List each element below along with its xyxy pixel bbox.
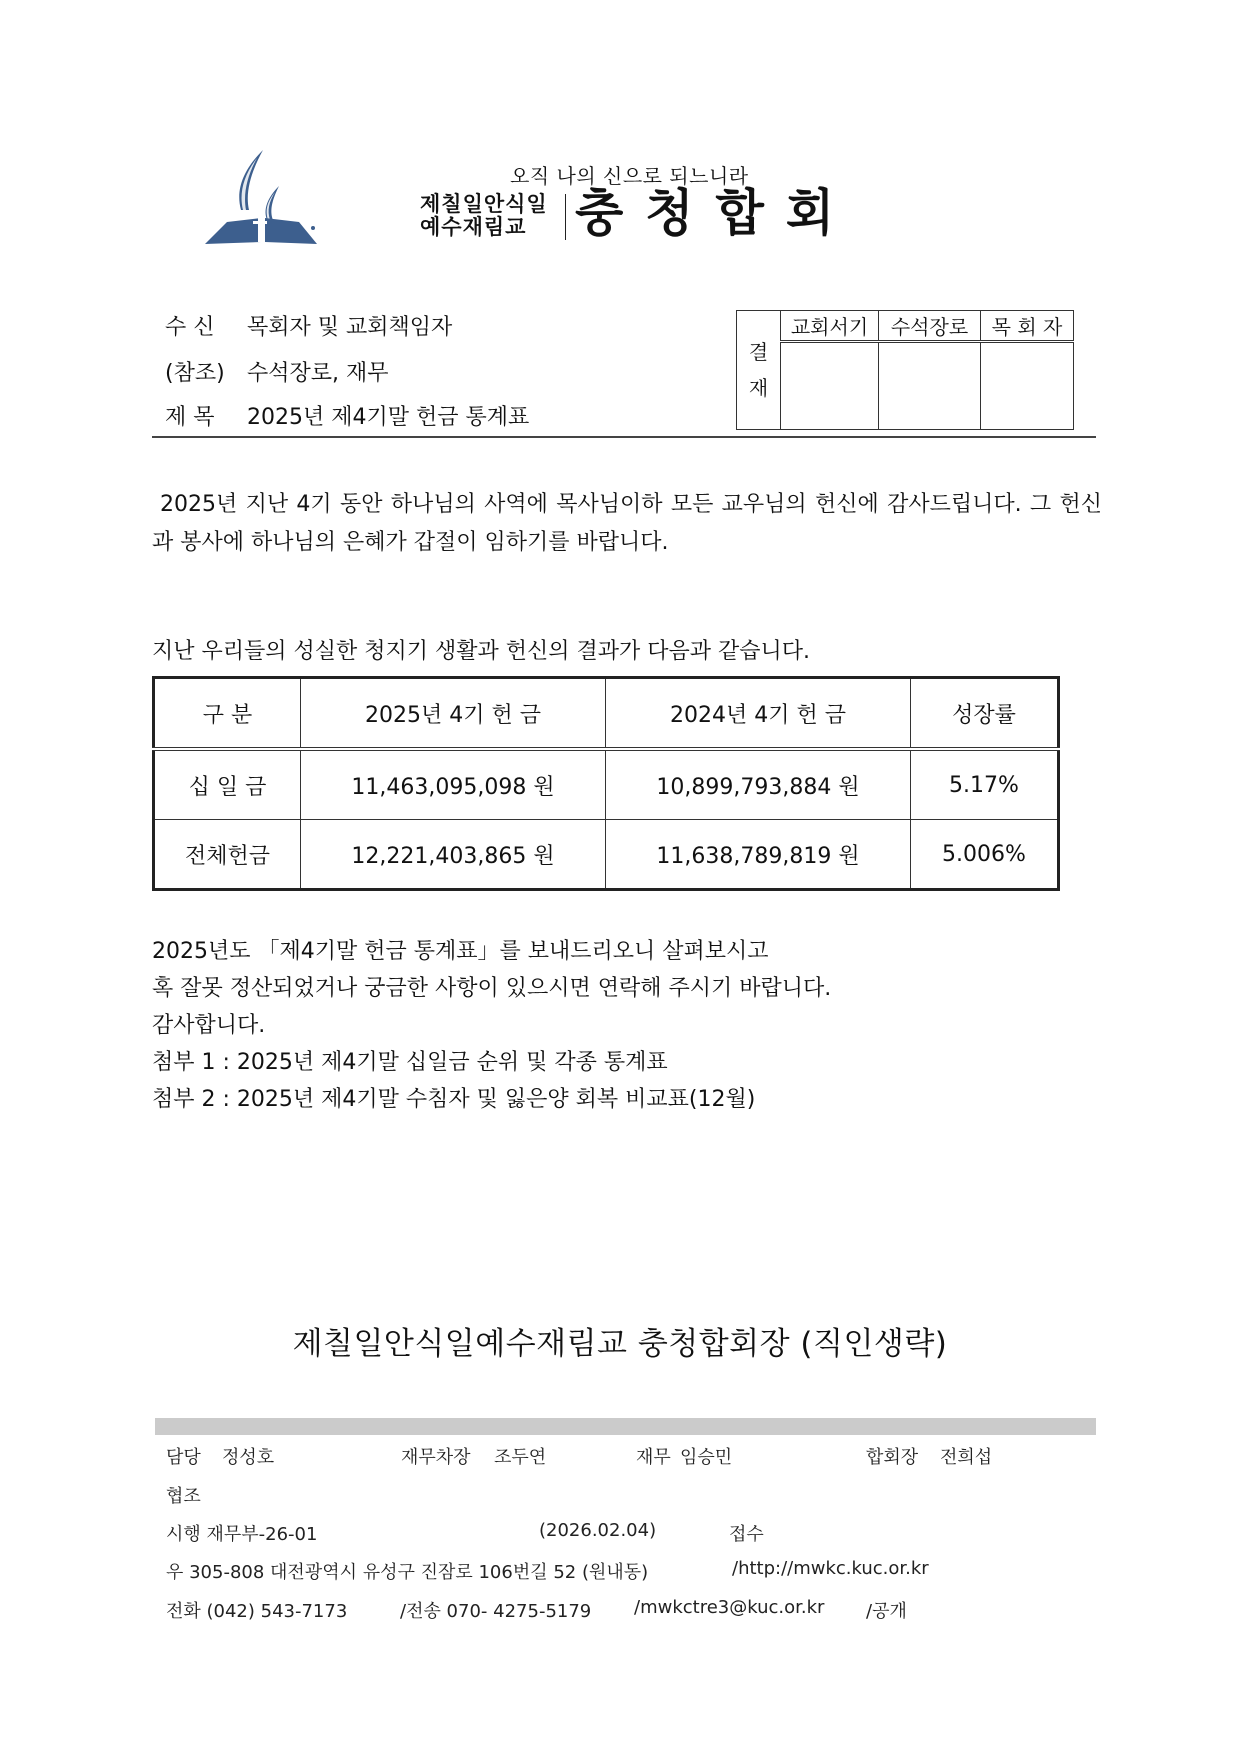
staff-name-president: 전희섭 (940, 1447, 993, 1468)
church-logo (205, 148, 320, 248)
cc-row (165, 356, 389, 387)
cell-2025: 12,221,403,865 원 (301, 820, 606, 890)
greeting-paragraph: 2025년 지난 4기 동안 하나님의 사역에 목사님이하 모든 교우님의 헌신에 감사드립니다. 그 헌신과 봉사에 하나님의 은혜가 갑절이 임하기를 바랍니다. (152, 492, 1102, 555)
cc-label: (참조) (165, 361, 225, 386)
approval-sign-elder (879, 342, 981, 430)
header-2024: 2024년 4기 헌 금 (606, 678, 911, 750)
approval-col-clerk: 교회서기 (781, 311, 879, 342)
approval-sign-clerk (781, 342, 879, 430)
recipient-label: 수 신 (165, 315, 215, 340)
cell-category: 전체헌금 (154, 820, 301, 890)
approval-side-label: 결 재 (737, 311, 781, 430)
table-row (154, 820, 1059, 890)
closing-line-3: 감사합니다. (152, 1013, 266, 1038)
cell-2024: 11,638,789,819 원 (606, 820, 911, 890)
sda-flame-book-icon (205, 148, 320, 248)
header-category: 구 분 (154, 678, 301, 750)
table-row (154, 749, 1059, 820)
cell-2025: 11,463,095,098 원 (301, 749, 606, 820)
receipt-label: 접수 (729, 1524, 764, 1545)
subject-value: 2025년 제4기말 헌금 통계표 (247, 405, 530, 430)
cell-growth: 5.17% (911, 749, 1059, 820)
closing-block (152, 933, 831, 1118)
subject-label: 제 목 (165, 405, 215, 430)
closing-line-2: 혹 잘못 정산되었거나 궁금한 사항이 있으시면 연락해 주시기 바랍니다. (152, 976, 832, 1001)
staff-name-deputy-treasurer: 조두연 (494, 1447, 547, 1468)
staff-name-in-charge: 정성호 (222, 1447, 275, 1468)
footer-bar (155, 1418, 1096, 1435)
staff-role-deputy-treasurer: 재무차장 (401, 1447, 471, 1468)
cell-2024: 10,899,793,884 원 (606, 749, 911, 820)
cell-growth: 5.006% (911, 820, 1059, 890)
disclosure-status: /공개 (866, 1601, 907, 1622)
motto: 오직 나의 신으로 되느니라 (510, 164, 749, 188)
fax-number: /전송 070- 4275-5179 (400, 1601, 592, 1622)
intro-paragraph: 지난 우리들의 성실한 청지기 생활과 헌신의 결과가 다음과 같습니다. (152, 639, 810, 664)
approval-box (736, 310, 1074, 430)
header-growth: 성장률 (911, 678, 1059, 750)
enforcement-number: 시행 재무부-26-01 (166, 1524, 318, 1545)
closing-line-1: 2025년도 「제4기말 헌금 통계표」를 보내드리오니 살펴보시고 (152, 939, 769, 964)
recipient-value: 목회자 및 교회책임자 (247, 315, 453, 340)
cell-category: 십 일 금 (154, 749, 301, 820)
staff-role-in-charge: 담당 (166, 1447, 201, 1468)
signature-line: 제칠일안식일예수재림교 충청합회장 (직인생략) (292, 1326, 948, 1362)
approval-sign-pastor (981, 342, 1074, 430)
staff-role-president: 합회장 (866, 1447, 919, 1468)
table-header-row (154, 678, 1059, 750)
subject-row (165, 400, 529, 431)
website-link[interactable]: /http://mwkc.kuc.or.kr (732, 1558, 929, 1579)
org-name-big: 충청합회 (575, 184, 857, 242)
header-2025: 2025년 4기 헌 금 (301, 678, 606, 750)
staff-name-treasurer: 임승민 (680, 1447, 733, 1468)
cc-value: 수석장로, 재무 (247, 361, 389, 386)
org-divider (565, 194, 566, 240)
enforcement-date: (2026.02.04) (539, 1520, 657, 1541)
postal-address: 우 305-808 대전광역시 유성구 진잠로 106번길 52 (원내동) (166, 1562, 649, 1583)
attachment-2: 첨부 2 : 2025년 제4기말 수침자 및 잃은양 회복 비교표(12월) (152, 1087, 756, 1112)
approval-col-elder: 수석장로 (879, 311, 981, 342)
phone-number: 전화 (042) 543-7173 (166, 1601, 348, 1622)
offering-stats-table (152, 676, 1060, 891)
org-name-small: 제칠일안식일 예수재림교 (420, 192, 548, 239)
recipient-row (165, 310, 452, 341)
approval-col-pastor: 목 회 자 (981, 311, 1074, 342)
header-divider (152, 436, 1096, 438)
email-link[interactable]: /mwkctre3@kuc.or.kr (634, 1597, 825, 1618)
staff-role-treasurer: 재무 (636, 1447, 671, 1468)
attachment-1: 첨부 1 : 2025년 제4기말 십일금 순위 및 각종 통계표 (152, 1050, 668, 1075)
